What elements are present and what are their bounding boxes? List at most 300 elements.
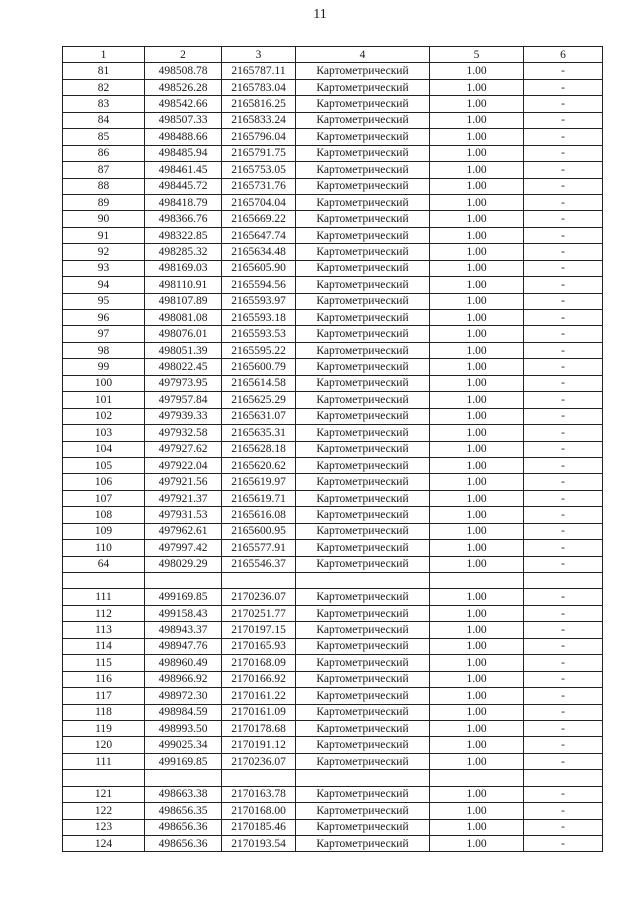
y-coordinate-cell: 2165616.08 [222, 507, 296, 523]
method-cell: Картометрический [296, 523, 430, 539]
point-number-cell: 104 [63, 441, 145, 457]
method-cell: Картометрический [296, 638, 430, 654]
y-coordinate-cell: 2165619.97 [222, 474, 296, 490]
point-number-cell: 90 [63, 211, 145, 227]
accuracy-cell: 1.00 [430, 474, 524, 490]
accuracy-cell: 1.00 [430, 129, 524, 145]
method-cell: Картометрический [296, 227, 430, 243]
table-row [63, 244, 603, 260]
accuracy-cell: 1.00 [430, 145, 524, 161]
method-cell: Картометрический [296, 79, 430, 95]
table-row [63, 129, 603, 145]
x-coordinate-cell: 497962.61 [145, 523, 222, 539]
note-cell: - [524, 260, 603, 276]
separator-row [63, 770, 603, 786]
accuracy-cell: 1.00 [430, 260, 524, 276]
y-coordinate-cell: 2165731.76 [222, 178, 296, 194]
table-row [63, 359, 603, 375]
note-cell: - [524, 704, 603, 720]
x-coordinate-cell: 498488.66 [145, 129, 222, 145]
method-cell: Картометрический [296, 63, 430, 79]
method-cell: Картометрический [296, 112, 430, 128]
table-row [63, 408, 603, 424]
accuracy-cell: 1.00 [430, 655, 524, 671]
x-coordinate-cell: 499025.34 [145, 737, 222, 753]
method-cell [296, 770, 430, 786]
x-coordinate-cell: 497957.84 [145, 392, 222, 408]
note-cell: - [524, 490, 603, 506]
x-coordinate-cell: 498445.72 [145, 178, 222, 194]
table-row [63, 162, 603, 178]
header-cell: 2 [145, 47, 222, 63]
y-coordinate-cell: 2165577.91 [222, 540, 296, 556]
accuracy-cell: 1.00 [430, 671, 524, 687]
note-cell: - [524, 342, 603, 358]
x-coordinate-cell: 498366.76 [145, 211, 222, 227]
method-cell: Картометрический [296, 671, 430, 687]
method-cell: Картометрический [296, 474, 430, 490]
note-cell: - [524, 589, 603, 605]
table-row [63, 540, 603, 556]
point-number-cell: 82 [63, 79, 145, 95]
x-coordinate-cell: 498076.01 [145, 326, 222, 342]
point-number-cell: 111 [63, 589, 145, 605]
point-number-cell: 117 [63, 688, 145, 704]
x-coordinate-cell: 498418.79 [145, 194, 222, 210]
note-cell: - [524, 622, 603, 638]
y-coordinate-cell: 2170168.00 [222, 803, 296, 819]
accuracy-cell: 1.00 [430, 786, 524, 802]
method-cell: Картометрический [296, 145, 430, 161]
table-row [63, 211, 603, 227]
x-coordinate-cell: 497922.04 [145, 457, 222, 473]
note-cell: - [524, 162, 603, 178]
accuracy-cell: 1.00 [430, 589, 524, 605]
point-number-cell: 106 [63, 474, 145, 490]
accuracy-cell: 1.00 [430, 326, 524, 342]
note-cell: - [524, 96, 603, 112]
accuracy-cell: 1.00 [430, 622, 524, 638]
y-coordinate-cell: 2170161.09 [222, 704, 296, 720]
note-cell: - [524, 178, 603, 194]
table-row [63, 441, 603, 457]
method-cell: Картометрический [296, 688, 430, 704]
note-cell: - [524, 112, 603, 128]
table-row [63, 836, 603, 852]
y-coordinate-cell: 2165600.95 [222, 523, 296, 539]
accuracy-cell: 1.00 [430, 720, 524, 736]
separator-row [63, 573, 603, 589]
y-coordinate-cell: 2170197.15 [222, 622, 296, 638]
y-coordinate-cell: 2170165.93 [222, 638, 296, 654]
y-coordinate-cell: 2165635.31 [222, 425, 296, 441]
table-row [63, 392, 603, 408]
point-number-cell [63, 573, 145, 589]
note-cell: - [524, 277, 603, 293]
table-row [63, 145, 603, 161]
note-cell: - [524, 737, 603, 753]
accuracy-cell: 1.00 [430, 162, 524, 178]
note-cell: - [524, 194, 603, 210]
x-coordinate-cell: 497921.56 [145, 474, 222, 490]
note-cell: - [524, 786, 603, 802]
y-coordinate-cell: 2165625.29 [222, 392, 296, 408]
note-cell: - [524, 129, 603, 145]
point-number-cell: 92 [63, 244, 145, 260]
accuracy-cell: 1.00 [430, 194, 524, 210]
y-coordinate-cell: 2165833.24 [222, 112, 296, 128]
x-coordinate-cell: 497939.33 [145, 408, 222, 424]
y-coordinate-cell: 2165704.04 [222, 194, 296, 210]
x-coordinate-cell: 498169.03 [145, 260, 222, 276]
table-row [63, 803, 603, 819]
table-row [63, 786, 603, 802]
method-cell: Картометрический [296, 556, 430, 572]
note-cell: - [524, 688, 603, 704]
note-cell [524, 573, 603, 589]
method-cell: Картометрический [296, 655, 430, 671]
accuracy-cell: 1.00 [430, 96, 524, 112]
method-cell: Картометрический [296, 589, 430, 605]
x-coordinate-cell: 498107.89 [145, 293, 222, 309]
method-cell: Картометрический [296, 704, 430, 720]
header-row [63, 47, 603, 63]
note-cell: - [524, 211, 603, 227]
accuracy-cell: 1.00 [430, 556, 524, 572]
table-row [63, 194, 603, 210]
y-coordinate-cell: 2165593.53 [222, 326, 296, 342]
table-row [63, 79, 603, 95]
method-cell: Картометрический [296, 194, 430, 210]
accuracy-cell: 1.00 [430, 244, 524, 260]
note-cell: - [524, 79, 603, 95]
accuracy-cell: 1.00 [430, 277, 524, 293]
y-coordinate-cell: 2165791.75 [222, 145, 296, 161]
x-coordinate-cell: 498943.37 [145, 622, 222, 638]
x-coordinate-cell: 497997.42 [145, 540, 222, 556]
accuracy-cell: 1.00 [430, 523, 524, 539]
y-coordinate-cell: 2165816.25 [222, 96, 296, 112]
point-number-cell: 98 [63, 342, 145, 358]
note-cell: - [524, 605, 603, 621]
accuracy-cell: 1.00 [430, 392, 524, 408]
method-cell: Картометрический [296, 277, 430, 293]
point-number-cell: 89 [63, 194, 145, 210]
method-cell: Картометрический [296, 441, 430, 457]
point-number-cell: 110 [63, 540, 145, 556]
note-cell: - [524, 803, 603, 819]
y-coordinate-cell: 2165669.22 [222, 211, 296, 227]
table-row [63, 326, 603, 342]
x-coordinate-cell: 498663.38 [145, 786, 222, 802]
point-number-cell: 85 [63, 129, 145, 145]
accuracy-cell: 1.00 [430, 605, 524, 621]
note-cell: - [524, 293, 603, 309]
method-cell: Картометрический [296, 540, 430, 556]
method-cell [296, 573, 430, 589]
x-coordinate-cell: 498029.29 [145, 556, 222, 572]
y-coordinate-cell [222, 770, 296, 786]
point-number-cell: 84 [63, 112, 145, 128]
table-row [63, 474, 603, 490]
note-cell: - [524, 753, 603, 769]
point-number-cell: 109 [63, 523, 145, 539]
y-coordinate-cell: 2165787.11 [222, 63, 296, 79]
method-cell: Картометрический [296, 803, 430, 819]
method-cell: Картометрический [296, 457, 430, 473]
x-coordinate-cell: 498542.66 [145, 96, 222, 112]
y-coordinate-cell: 2165631.07 [222, 408, 296, 424]
table-row [63, 490, 603, 506]
accuracy-cell: 1.00 [430, 408, 524, 424]
table-row [63, 622, 603, 638]
point-number-cell: 88 [63, 178, 145, 194]
accuracy-cell: 1.00 [430, 737, 524, 753]
table-row [63, 605, 603, 621]
x-coordinate-cell: 497927.62 [145, 441, 222, 457]
method-cell: Картометрический [296, 819, 430, 835]
method-cell: Картометрический [296, 260, 430, 276]
y-coordinate-cell: 2165634.48 [222, 244, 296, 260]
note-cell: - [524, 638, 603, 654]
page-number: 11 [313, 7, 327, 22]
x-coordinate-cell: 498461.45 [145, 162, 222, 178]
accuracy-cell: 1.00 [430, 457, 524, 473]
note-cell: - [524, 540, 603, 556]
y-coordinate-cell: 2170236.07 [222, 753, 296, 769]
point-number-cell: 95 [63, 293, 145, 309]
method-cell: Картометрический [296, 178, 430, 194]
point-number-cell: 116 [63, 671, 145, 687]
accuracy-cell: 1.00 [430, 753, 524, 769]
method-cell: Картометрический [296, 753, 430, 769]
method-cell: Картометрический [296, 836, 430, 852]
point-number-cell: 107 [63, 490, 145, 506]
x-coordinate-cell: 498656.36 [145, 836, 222, 852]
x-coordinate-cell: 498947.76 [145, 638, 222, 654]
y-coordinate-cell: 2170178.68 [222, 720, 296, 736]
x-coordinate-cell: 498485.94 [145, 145, 222, 161]
note-cell: - [524, 392, 603, 408]
point-number-cell: 118 [63, 704, 145, 720]
note-cell: - [524, 326, 603, 342]
point-number-cell: 121 [63, 786, 145, 802]
x-coordinate-cell: 498656.36 [145, 819, 222, 835]
table-row [63, 260, 603, 276]
point-number-cell: 101 [63, 392, 145, 408]
x-coordinate-cell: 499169.85 [145, 589, 222, 605]
accuracy-cell: 1.00 [430, 507, 524, 523]
method-cell: Картометрический [296, 129, 430, 145]
accuracy-cell: 1.00 [430, 293, 524, 309]
note-cell: - [524, 671, 603, 687]
method-cell: Картометрический [296, 507, 430, 523]
method-cell: Картометрический [296, 720, 430, 736]
point-number-cell: 102 [63, 408, 145, 424]
point-number-cell: 105 [63, 457, 145, 473]
y-coordinate-cell: 2165594.56 [222, 277, 296, 293]
point-number-cell: 91 [63, 227, 145, 243]
method-cell: Картометрический [296, 96, 430, 112]
point-number-cell: 64 [63, 556, 145, 572]
accuracy-cell: 1.00 [430, 836, 524, 852]
table-row [63, 112, 603, 128]
y-coordinate-cell: 2170166.92 [222, 671, 296, 687]
method-cell: Картометрический [296, 162, 430, 178]
x-coordinate-cell: 499158.43 [145, 605, 222, 621]
accuracy-cell: 1.00 [430, 79, 524, 95]
table-row [63, 704, 603, 720]
y-coordinate-cell: 2165783.04 [222, 79, 296, 95]
table-row [63, 556, 603, 572]
accuracy-cell: 1.00 [430, 178, 524, 194]
table-row [63, 342, 603, 358]
point-number-cell: 119 [63, 720, 145, 736]
header-cell: 4 [296, 47, 430, 63]
table-row [63, 507, 603, 523]
point-number-cell: 86 [63, 145, 145, 161]
table-row [63, 753, 603, 769]
y-coordinate-cell: 2165796.04 [222, 129, 296, 145]
note-cell: - [524, 359, 603, 375]
y-coordinate-cell: 2170193.54 [222, 836, 296, 852]
accuracy-cell: 1.00 [430, 490, 524, 506]
note-cell: - [524, 244, 603, 260]
accuracy-cell [430, 770, 524, 786]
accuracy-cell: 1.00 [430, 704, 524, 720]
method-cell: Картометрический [296, 342, 430, 358]
note-cell: - [524, 408, 603, 424]
note-cell [524, 770, 603, 786]
table-row [63, 688, 603, 704]
x-coordinate-cell: 498022.45 [145, 359, 222, 375]
point-number-cell: 87 [63, 162, 145, 178]
header-cell: 5 [430, 47, 524, 63]
method-cell: Картометрический [296, 605, 430, 621]
y-coordinate-cell: 2165628.18 [222, 441, 296, 457]
method-cell: Картометрический [296, 375, 430, 391]
table-row [63, 425, 603, 441]
table-row [63, 638, 603, 654]
point-number-cell: 113 [63, 622, 145, 638]
table-row [63, 310, 603, 326]
table-row [63, 63, 603, 79]
x-coordinate-cell [145, 573, 222, 589]
y-coordinate-cell: 2165614.58 [222, 375, 296, 391]
point-number-cell: 81 [63, 63, 145, 79]
table-row [63, 375, 603, 391]
table-row [63, 671, 603, 687]
table-row [63, 523, 603, 539]
point-number-cell: 111 [63, 753, 145, 769]
accuracy-cell: 1.00 [430, 425, 524, 441]
accuracy-cell: 1.00 [430, 441, 524, 457]
x-coordinate-cell: 498984.59 [145, 704, 222, 720]
x-coordinate-cell: 497932.58 [145, 425, 222, 441]
method-cell: Картометрический [296, 244, 430, 260]
method-cell: Картометрический [296, 786, 430, 802]
y-coordinate-cell: 2165647.74 [222, 227, 296, 243]
note-cell: - [524, 375, 603, 391]
method-cell: Картометрический [296, 293, 430, 309]
table-body [63, 47, 603, 852]
point-number-cell: 100 [63, 375, 145, 391]
y-coordinate-cell: 2165593.18 [222, 310, 296, 326]
point-number-cell: 108 [63, 507, 145, 523]
y-coordinate-cell: 2165753.05 [222, 162, 296, 178]
y-coordinate-cell: 2165620.62 [222, 457, 296, 473]
note-cell: - [524, 310, 603, 326]
table-row [63, 227, 603, 243]
method-cell: Картометрический [296, 622, 430, 638]
x-coordinate-cell: 498966.92 [145, 671, 222, 687]
point-number-cell: 112 [63, 605, 145, 621]
y-coordinate-cell: 2170185.46 [222, 819, 296, 835]
y-coordinate-cell: 2170163.78 [222, 786, 296, 802]
accuracy-cell: 1.00 [430, 819, 524, 835]
y-coordinate-cell: 2170191.12 [222, 737, 296, 753]
table-row [63, 277, 603, 293]
method-cell: Картометрический [296, 425, 430, 441]
x-coordinate-cell: 498285.32 [145, 244, 222, 260]
point-number-cell: 122 [63, 803, 145, 819]
x-coordinate-cell: 498972.30 [145, 688, 222, 704]
accuracy-cell [430, 573, 524, 589]
coordinates-table [62, 46, 603, 852]
x-coordinate-cell: 498526.28 [145, 79, 222, 95]
table-row [63, 819, 603, 835]
x-coordinate-cell: 498051.39 [145, 342, 222, 358]
header-cell: 1 [63, 47, 145, 63]
table-row [63, 457, 603, 473]
x-coordinate-cell: 498081.08 [145, 310, 222, 326]
method-cell: Картометрический [296, 359, 430, 375]
y-coordinate-cell: 2165605.90 [222, 260, 296, 276]
note-cell: - [524, 523, 603, 539]
method-cell: Картометрический [296, 408, 430, 424]
x-coordinate-cell: 498960.49 [145, 655, 222, 671]
point-number-cell: 123 [63, 819, 145, 835]
note-cell: - [524, 556, 603, 572]
note-cell: - [524, 474, 603, 490]
point-number-cell: 120 [63, 737, 145, 753]
y-coordinate-cell: 2165600.79 [222, 359, 296, 375]
table-row [63, 655, 603, 671]
x-coordinate-cell: 498508.78 [145, 63, 222, 79]
table-row [63, 293, 603, 309]
accuracy-cell: 1.00 [430, 803, 524, 819]
table-row [63, 178, 603, 194]
note-cell: - [524, 441, 603, 457]
method-cell: Картометрический [296, 326, 430, 342]
point-number-cell: 96 [63, 310, 145, 326]
y-coordinate-cell: 2165593.97 [222, 293, 296, 309]
y-coordinate-cell [222, 573, 296, 589]
method-cell: Картометрический [296, 490, 430, 506]
table-row [63, 720, 603, 736]
table-row [63, 96, 603, 112]
note-cell: - [524, 836, 603, 852]
point-number-cell: 83 [63, 96, 145, 112]
accuracy-cell: 1.00 [430, 63, 524, 79]
note-cell: - [524, 819, 603, 835]
point-number-cell: 97 [63, 326, 145, 342]
x-coordinate-cell: 497973.95 [145, 375, 222, 391]
method-cell: Картометрический [296, 211, 430, 227]
x-coordinate-cell: 497921.37 [145, 490, 222, 506]
x-coordinate-cell: 498322.85 [145, 227, 222, 243]
point-number-cell: 103 [63, 425, 145, 441]
